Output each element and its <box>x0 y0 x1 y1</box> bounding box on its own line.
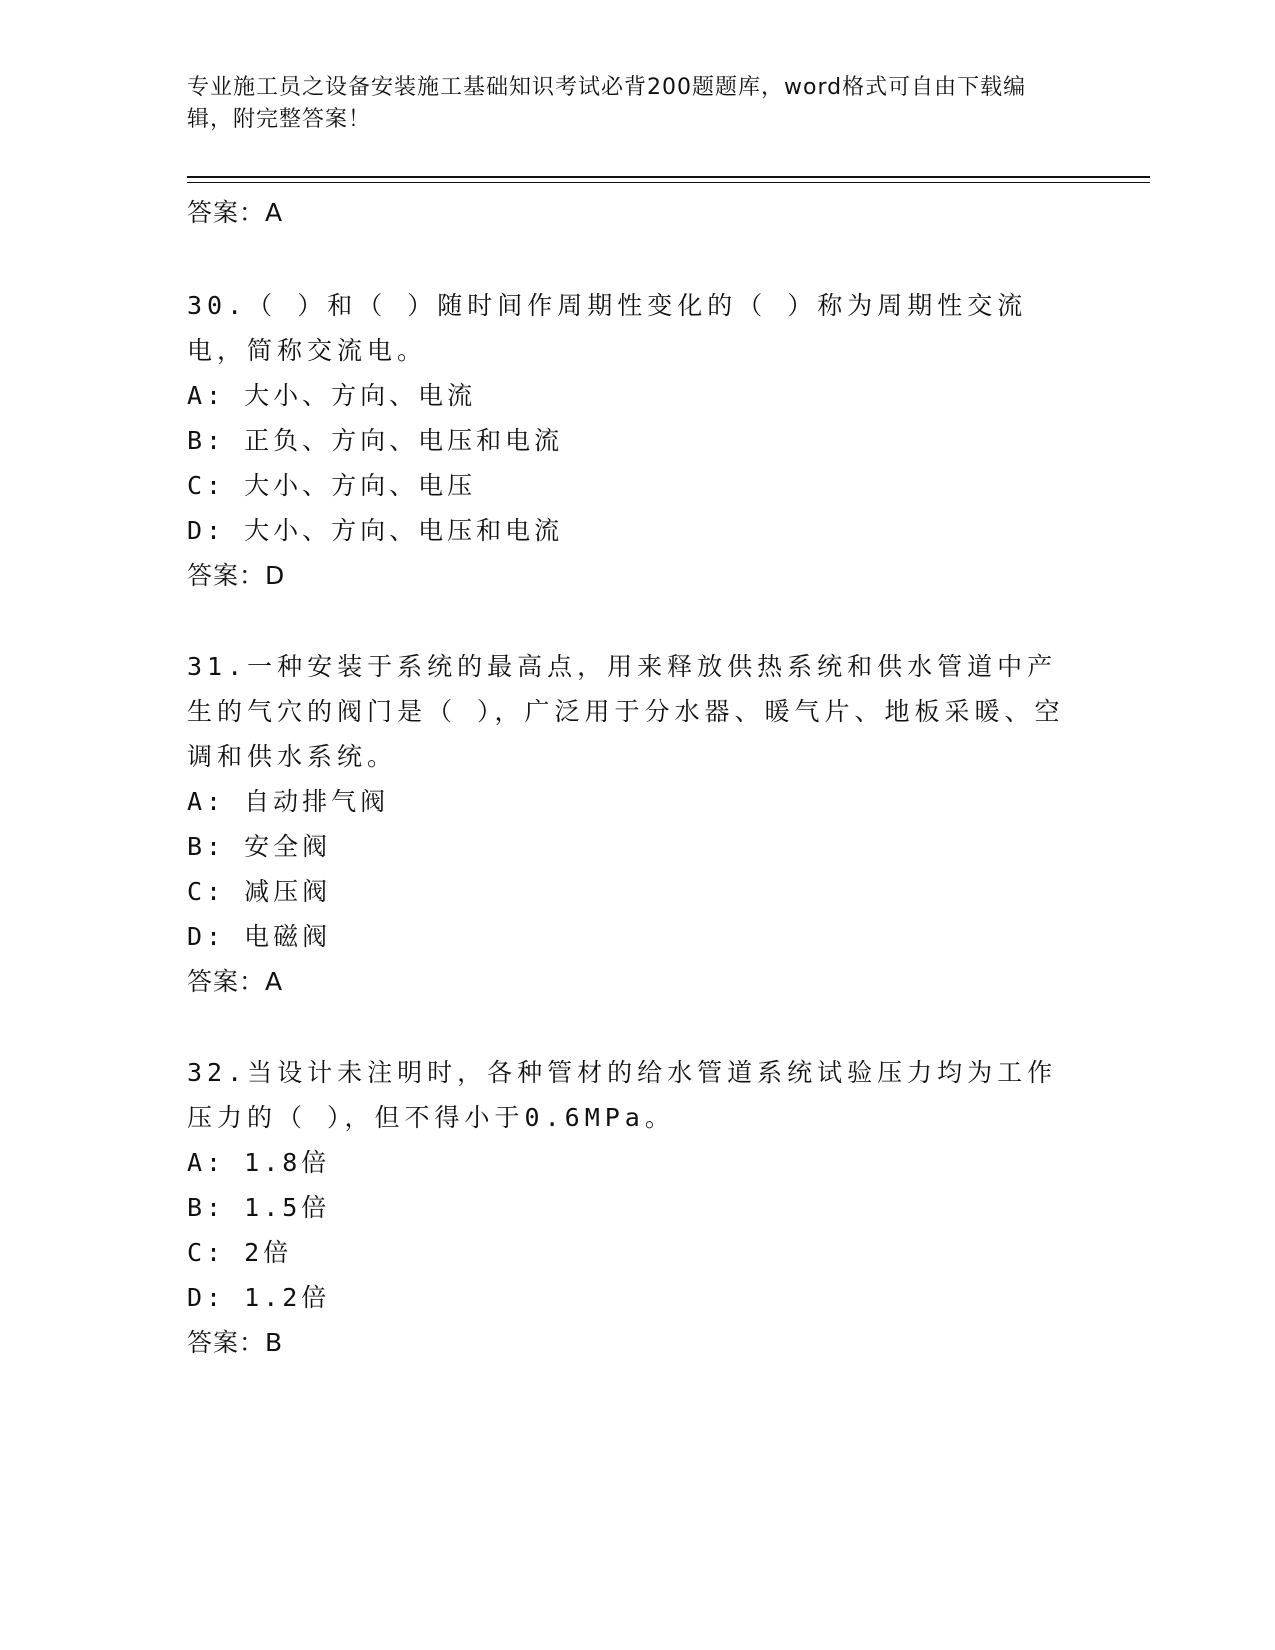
question-answer: 答案：D <box>187 561 286 590</box>
page-header-title: 专业施工员之设备安装施工基础知识考试必背200题题库，word格式可自由下载编辑，附完整答案！ <box>187 75 1027 132</box>
option-a: A: 1.8倍 <box>187 1148 331 1177</box>
option-b: B: 1.5倍 <box>187 1193 331 1222</box>
question-stem: 31.一种安装于系统的最高点，用来释放供热系统和供水管道中产生的气穴的阀门是（ ），广泛用于分水器、暖气片、地板采暖、空调和供水系统。 <box>187 652 1065 771</box>
option-d: D: 电磁阀 <box>187 922 332 951</box>
previous-question-answer: 答案：A <box>187 198 284 227</box>
question-list <box>187 190 1087 1365</box>
option-d: D: 1.2倍 <box>187 1283 331 1312</box>
option-d: D: 大小、方向、电压和电流 <box>187 516 564 545</box>
option-c: C: 减压阀 <box>187 877 332 906</box>
question-32 <box>187 1050 1087 1365</box>
option-c: C: 2倍 <box>187 1238 293 1267</box>
header-divider-thick <box>187 176 1150 178</box>
option-a: A: 自动排气阀 <box>187 787 390 816</box>
option-a: A: 大小、方向、电流 <box>187 381 477 410</box>
question-stem: 30.（ ）和（ ）随时间作周期性变化的（ ）称为周期性交流电，简称交流电。 <box>187 291 1028 365</box>
option-b: B: 安全阀 <box>187 832 332 861</box>
question-stem: 32.当设计未注明时，各种管材的给水管道系统试验压力均为工作压力的（ ），但不得小于0.6MPa。 <box>187 1058 1058 1132</box>
question-answer: 答案：B <box>187 1328 284 1357</box>
option-b: B: 正负、方向、电压和电流 <box>187 426 564 455</box>
question-answer: 答案：A <box>187 967 284 996</box>
question-31 <box>187 644 1087 1004</box>
question-30 <box>187 283 1087 598</box>
option-c: C: 大小、方向、电压 <box>187 471 477 500</box>
header-divider-thin <box>187 182 1150 183</box>
